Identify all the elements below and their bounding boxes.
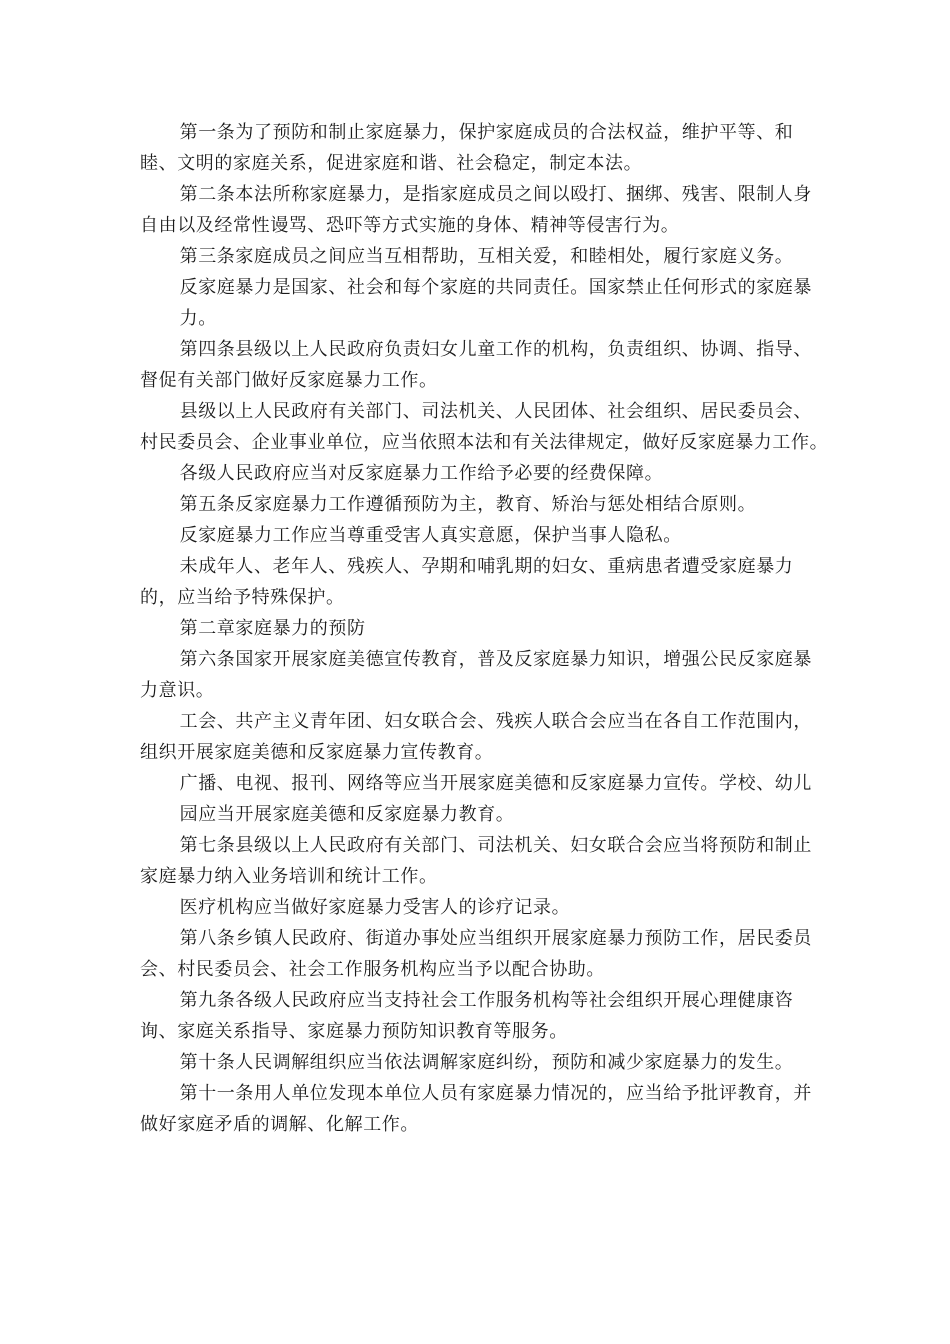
document-body (140, 117, 830, 1140)
paragraph-2: 第二条本法所称家庭暴力，是指家庭成员之间以殴打、捆绑、残害、限制人身自由以及经常性谩骂、恐吓等方式实施的身体、精神等侵害行为。 (140, 184, 812, 236)
paragraph-17: 第八条乡镇人民政府、街道办事处应当组织开展家庭暴力预防工作，居民委员会、村民委员会、社会工作服务机构应当予以配合协助。 (140, 928, 812, 980)
paragraph-19: 第十条人民调解组织应当依法调解家庭纠纷，预防和减少家庭暴力的发生。 (179, 1052, 794, 1073)
paragraph-14: 广播、电视、报刊、网络等应当开展家庭美德和反家庭暴力宣传。学校、幼儿园应当开展家庭美德和反家庭暴力教育。 (179, 773, 812, 825)
paragraph-20: 第十一条用人单位发现本单位人员有家庭暴力情况的，应当给予批评教育，并做好家庭矛盾的调解、化解工作。 (140, 1083, 812, 1135)
paragraph-10: 未成年人、老年人、残疾人、孕期和哺乳期的妇女、重病患者遭受家庭暴力的，应当给予特殊保护。 (140, 556, 794, 608)
paragraph-15: 第七条县级以上人民政府有关部门、司法机关、妇女联合会应当将预防和制止家庭暴力纳入业务培训和统计工作。 (140, 835, 812, 887)
chapter-heading: 第二章家庭暴力的预防 (179, 618, 366, 639)
paragraph-8: 第五条反家庭暴力工作遵循预防为主，教育、矫治与惩处相结合原则。 (179, 494, 757, 515)
paragraph-16: 医疗机构应当做好家庭暴力受害人的诊疗记录。 (179, 897, 571, 918)
paragraph-6: 县级以上人民政府有关部门、司法机关、人民团体、社会组织、居民委员会、村民委员会、企业事业单位，应当依照本法和有关法律规定，做好反家庭暴力工作。 (140, 401, 829, 453)
paragraph-9: 反家庭暴力工作应当尊重受害人真实意愿，保护当事人隐私。 (179, 525, 682, 546)
paragraph-1: 第一条为了预防和制止家庭暴力，保护家庭成员的合法权益，维护平等、和睦、文明的家庭关系，促进家庭和谐、社会稳定，制定本法。 (140, 122, 794, 174)
paragraph-3: 第三条家庭成员之间应当互相帮助，互相关爱，和睦相处，履行家庭义务。 (179, 246, 794, 267)
paragraph-12: 第六条国家开展家庭美德宣传教育，普及反家庭暴力知识，增强公民反家庭暴力意识。 (140, 649, 812, 701)
paragraph-5: 第四条县级以上人民政府负责妇女儿童工作的机构，负责组织、协调、指导、督促有关部门做好反家庭暴力工作。 (140, 339, 812, 391)
paragraph-4: 反家庭暴力是国家、社会和每个家庭的共同责任。国家禁止任何形式的家庭暴力。 (179, 277, 812, 329)
paragraph-13: 工会、共产主义青年团、妇女联合会、残疾人联合会应当在各自工作范围内，组织开展家庭美德和反家庭暴力宣传教育。 (140, 711, 812, 763)
paragraph-7: 各级人民政府应当对反家庭暴力工作给予必要的经费保障。 (179, 463, 664, 484)
paragraph-18: 第九条各级人民政府应当支持社会工作服务机构等社会组织开展心理健康咨询、家庭关系指导、家庭暴力预防知识教育等服务。 (140, 990, 794, 1042)
